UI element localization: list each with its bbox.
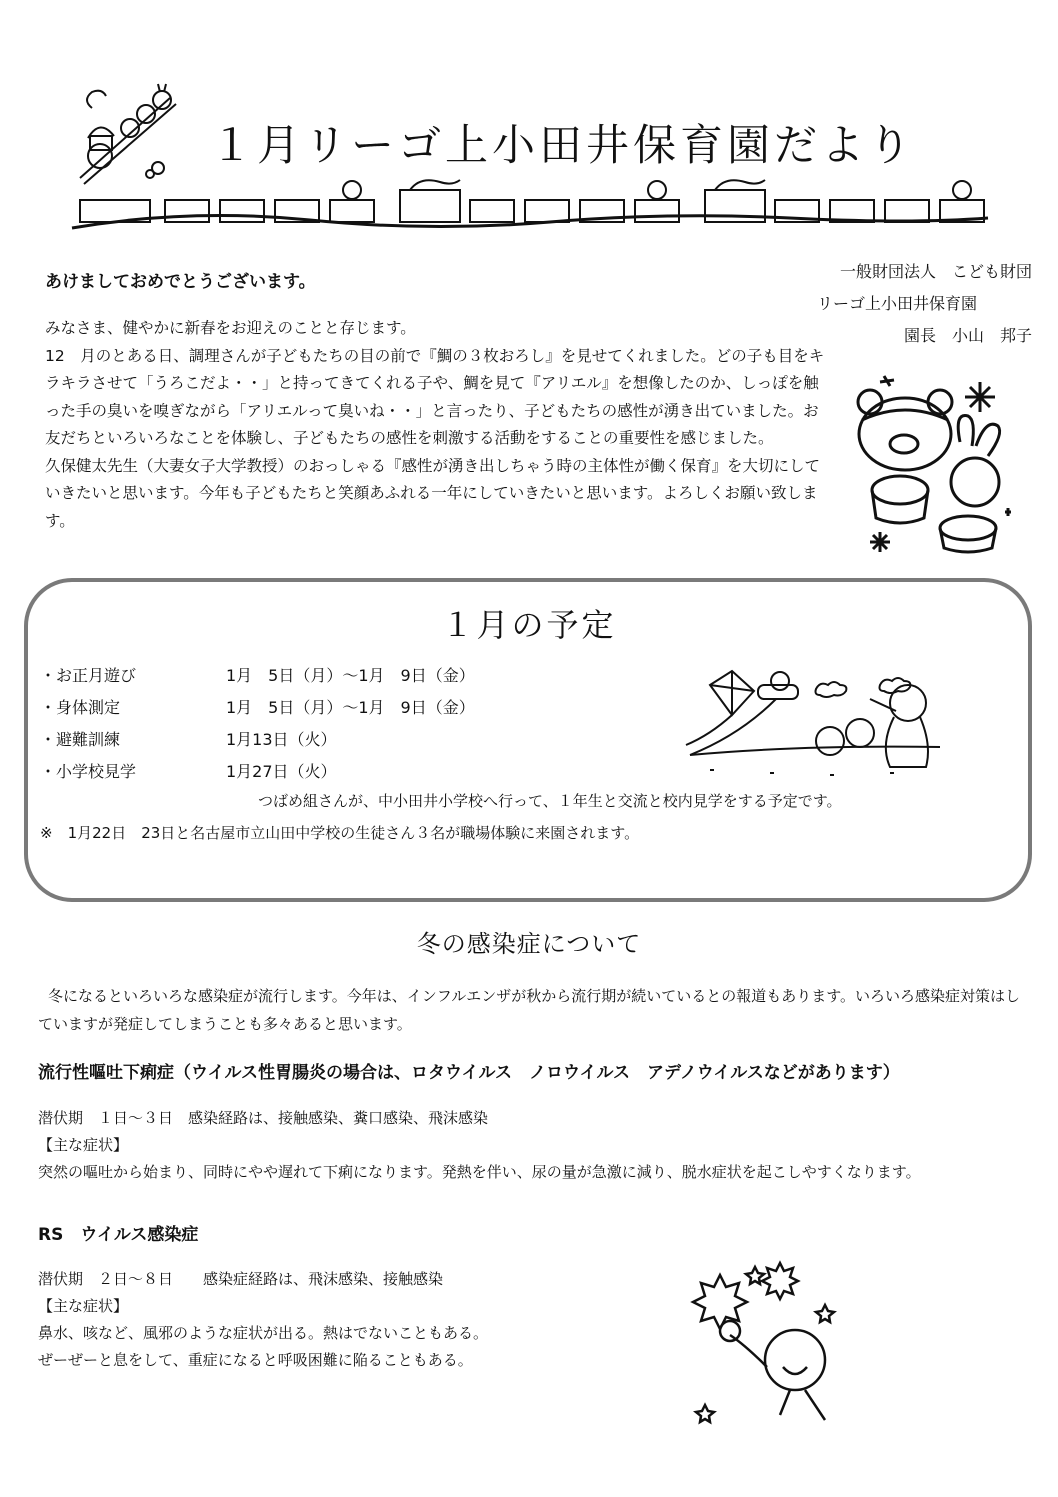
symptom-text: ぜーぜーと息をして、重症になると呼吸困難に陥ることもある。 — [38, 1351, 473, 1369]
train-border-illustration — [70, 178, 990, 238]
schedule-item-date: 1月 5日（月）～1月 9日（金） — [226, 698, 475, 717]
greeting-paragraph: 久保健太先生（大妻女子大学教授）のおっしゃる『感性が湧き出しちゃう時の主体性が働く保育』を大切にしていきたいと思います。今年も子どもたちと笑顔あふれる一年にしていきたいと思います。よろしくお願い致します。 — [45, 456, 821, 530]
symptom-text: 鼻水、咳など、風邪のような症状が出る。熱はでないこともある。 — [38, 1324, 489, 1342]
schedule-item — [40, 724, 475, 756]
schedule-item-date: 1月27日（火） — [226, 762, 337, 781]
child-punching-virus-illustration — [675, 1255, 855, 1435]
organization-name: 一般財団法人 こども財団 — [839, 262, 1032, 281]
kite-flying-illustration — [680, 655, 945, 780]
winter-intro — [38, 982, 1028, 1038]
schedule-item-date: 1月13日（火） — [226, 730, 337, 749]
schedule-item — [40, 756, 475, 788]
winter-intro-text: 冬になるといろいろな感染症が流行します。今年は、インフルエンザが秋から流行期が続いているとの報道もあります。いろいろ感染症対策はしていますが発症してしまうことも多々あると思います。 — [38, 987, 1021, 1033]
greeting-paragraph: みなさま、健やかに新春をお迎えのことと存じます。 — [45, 319, 416, 337]
greeting-heading: あけましておめでとうございます。 — [45, 272, 316, 292]
schedule-list — [40, 660, 475, 788]
schedule-item-date: 1月 5日（月）～1月 9日（金） — [226, 666, 475, 685]
schedule-note: つばめ組さんが、中小田井小学校へ行って、１年生と交流と校内見学をする予定です。 — [258, 792, 842, 810]
illness-heading-gastro: 流行性嘔吐下痢症（ウイルス性胃腸炎の場合は、ロタウイルス ノロウイルス アデノウイルスなどがあります） — [38, 1063, 900, 1083]
director-name: 園長 小山 邦子 — [903, 326, 1032, 345]
schedule-remark: ※ 1月22日 23日と名古屋市立山田中学校の生徒さん３名が職場体験に来園されます。 — [40, 824, 640, 842]
organization-block — [817, 256, 1032, 352]
illness-details-gastro — [38, 1105, 1028, 1186]
schedule-item — [40, 692, 475, 724]
newsletter-title: １月リーゴ上小田井保育園だより — [210, 121, 915, 171]
schedule-item-name: ・避難訓練 — [40, 730, 121, 749]
incubation-text: 潜伏期 １日～３日 感染経路は、接触感染、糞口感染、飛沫感染 — [38, 1109, 489, 1127]
schedule-title: １月の予定 — [441, 606, 617, 644]
symptom-label: 【主な症状】 — [38, 1136, 129, 1154]
nursery-name: リーゴ上小田井保育園 — [816, 294, 977, 313]
greeting-paragraph: 12 月のとある日、調理さんが子どもたちの目の前で『鯛の３枚おろし』を見せてくれました。どの子も目をキラキラさせて「うろこだよ・・」と持ってきてくれる子や、鯛を見て『アリエル』を想像したのか、しっぽを触った手の臭いを嗅ぎながら「アリエルって臭いね・・」と言ったり、子どもたちの感性が湧き出ていました。お友だちといろいろなことを体験し、子どもたちの感性を刺激する活動をすることの重要性を感じました。 — [45, 346, 825, 447]
symptom-text: 突然の嘔吐から始まり、同時にやや遅れて下痢になります。発熱を伴い、尿の量が急激に減り、脱水症状を起こしやすくなります。 — [38, 1163, 921, 1181]
incubation-text: 潜伏期 ２日～８日 感染症経路は、飛沫感染、接触感染 — [38, 1270, 444, 1288]
winter-section-title: 冬の感染症について — [416, 930, 642, 958]
schedule-item — [40, 660, 475, 692]
schedule-item-name: ・小学校見学 — [40, 762, 137, 781]
train-hill-illustration — [70, 78, 190, 188]
symptom-label: 【主な症状】 — [38, 1297, 129, 1315]
schedule-item-name: ・身体測定 — [40, 698, 121, 717]
illness-heading-rs: RS ウイルス感染症 — [38, 1225, 199, 1245]
illness-details-rs — [38, 1266, 658, 1374]
bear-rabbit-snow-illustration — [850, 372, 1020, 557]
schedule-item-name: ・お正月遊び — [40, 666, 137, 685]
greeting-body — [45, 315, 825, 535]
